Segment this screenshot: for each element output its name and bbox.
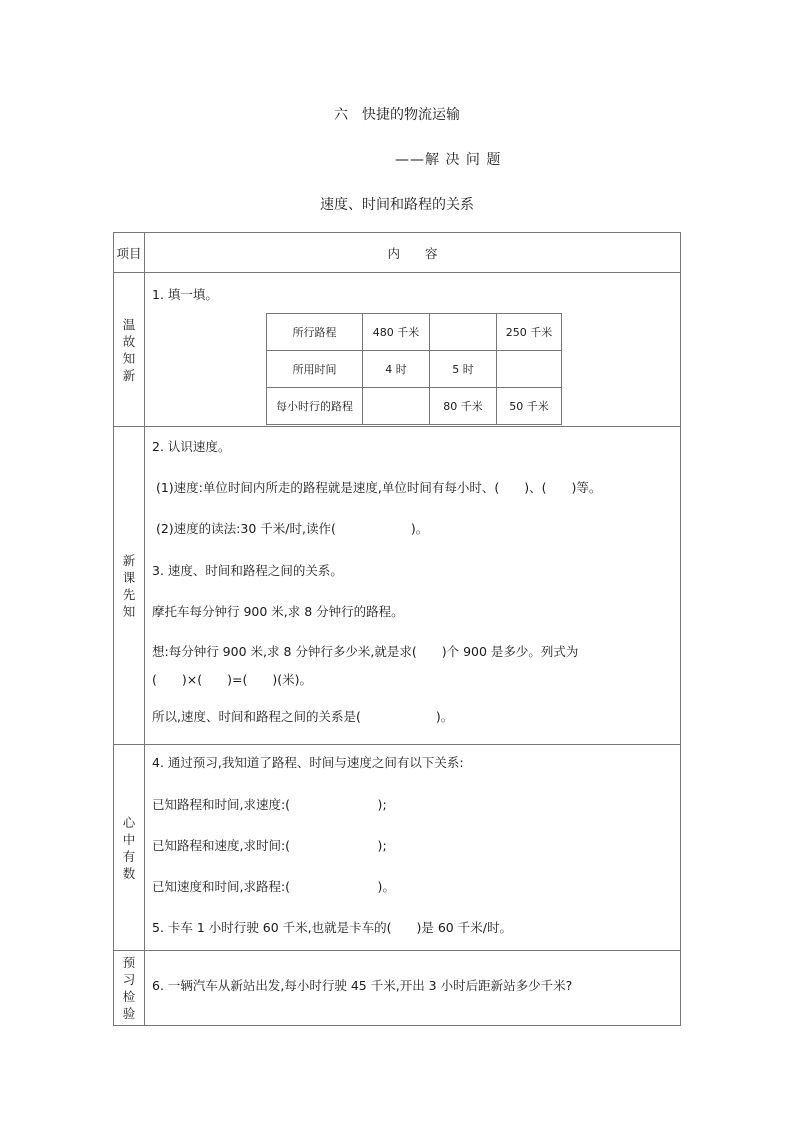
fill-cell: 50 千米 (497, 388, 562, 425)
col-header-content: 内 容 (145, 233, 681, 273)
row-content (145, 427, 681, 745)
question-line: ( )×( )=( )(米)。 (152, 672, 312, 687)
fill-row (267, 388, 562, 425)
table-row (114, 745, 681, 951)
row-label-cell (114, 273, 145, 427)
row-content (145, 273, 681, 427)
question-line: 想:每分钟行 900 米,求 8 分钟行多少米,就是求( )个 900 是多少。列式为 (152, 644, 579, 659)
question-line: 1. 填一填。 (152, 287, 218, 302)
fill-in-table (266, 313, 562, 425)
fill-cell[interactable] (430, 314, 497, 351)
fill-cell: 4 时 (363, 351, 430, 388)
section-title: 速度、时间和路程的关系 (320, 197, 474, 213)
question-line: 摩托车每分钟行 900 米,求 8 分钟行的路程。 (152, 604, 404, 619)
question-line: 已知路程和速度,求时间:( ); (152, 838, 387, 853)
question-line: (1)速度:单位时间内所走的路程就是速度,单位时间有每小时、( )、( )等。 (152, 480, 602, 495)
question-line: 已知速度和时间,求路程:( )。 (152, 879, 395, 894)
question-line: 2. 认识速度。 (152, 439, 231, 454)
question-line: 4. 通过预习,我知道了路程、时间与速度之间有以下关系: (152, 755, 464, 770)
question-line: 6. 一辆汽车从新站出发,每小时行驶 45 千米,开出 3 小时后距新站多少千米? (152, 978, 573, 993)
question-line: 已知路程和时间,求速度:( ); (152, 797, 387, 812)
fill-row (267, 351, 562, 388)
page-title: 六 快捷的物流运输 (334, 107, 460, 123)
worksheet-table (113, 232, 681, 1026)
fill-cell[interactable] (497, 351, 562, 388)
question-line: 5. 卡车 1 小时行驶 60 千米,也就是卡车的( )是 60 千米/时。 (152, 920, 512, 935)
row-label-cell (114, 427, 145, 745)
fill-cell: 250 千米 (497, 314, 562, 351)
row-label-cell (114, 951, 145, 1026)
row-label-cell (114, 745, 145, 951)
question-line: 3. 速度、时间和路程之间的关系。 (152, 563, 343, 578)
table-row (114, 951, 681, 1026)
question-line: (2)速度的读法:30 千米/时,读作( )。 (152, 521, 429, 536)
col-header-item: 项目 (114, 233, 145, 273)
row-content (145, 745, 681, 951)
fill-cell: 480 千米 (363, 314, 430, 351)
row-label: 心中有数 (122, 814, 136, 881)
fill-row (267, 314, 562, 351)
table-row (114, 273, 681, 427)
page-subtitle: ——解 决 问 题 (395, 152, 502, 168)
row-label: 温故知新 (122, 316, 136, 383)
fill-cell[interactable] (363, 388, 430, 425)
fill-cell: 所行路程 (267, 314, 363, 351)
table-header-row (114, 233, 681, 273)
row-label: 新课先知 (122, 552, 136, 619)
table-row (114, 427, 681, 745)
row-label: 预习检验 (122, 955, 136, 1021)
fill-cell: 每小时行的路程 (267, 388, 363, 425)
fill-cell: 5 时 (430, 351, 497, 388)
fill-cell: 所用时间 (267, 351, 363, 388)
fill-cell: 80 千米 (430, 388, 497, 425)
question-line: 所以,速度、时间和路程之间的关系是( )。 (152, 709, 454, 724)
row-content (145, 951, 681, 1026)
